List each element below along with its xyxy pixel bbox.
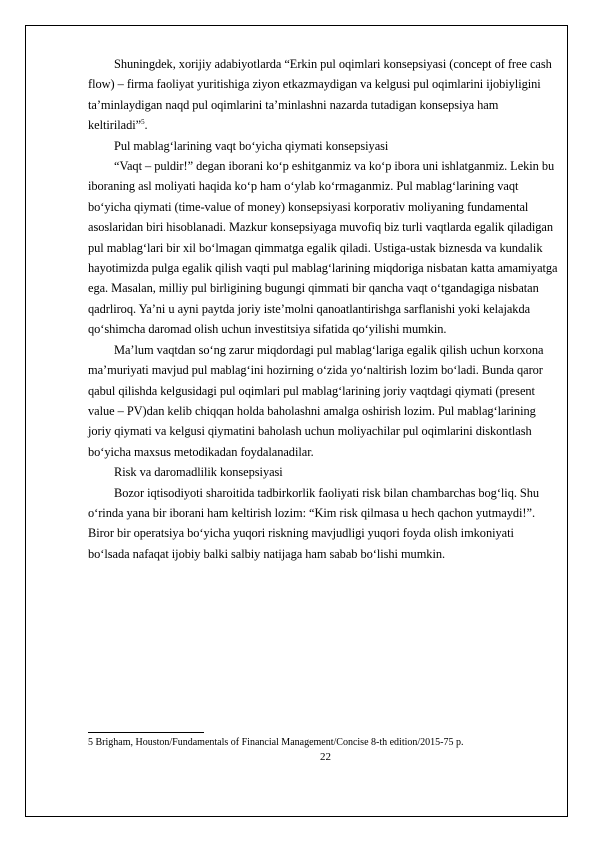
section-heading-risk-return: Risk va daromadlilik konsepsiyasi [114,465,283,480]
footnote-reference[interactable]: 5 [141,118,145,127]
paragraph-free-cash-flow [88,54,558,136]
paragraph-present-value: Ma’lum vaqtdan so‘ng zarur miqdordagi pul mablag‘lariga egalik qilish uchun korxona ma’muriyati mavjud pul mablag‘ini hozirning o‘zida yo‘naltirish lozim bo‘ladi. Bunda qaror qabul qilishda kelgusidagi pul oqimlari pul mablag‘larining joriy vaqtdagi qiymati (present value – PV)dan kelib chiqqan holda baholashni amalga oshirish lozim. Pul mablag‘larining joriy qiymati va kelgusi qiymatini baholash uchun moliyachilar pul oqimlarini diskontlash bo‘yicha maxsus metodikadan foydalanadilar. [88,342,544,459]
document-body [88,54,558,564]
paragraph-time-is-money: “Vaqt – puldir!” degan iborani ko‘p eshitganmiz va ko‘p ibora uni ishlatganmiz. Lekin bu iboraning asl moliyati haqida ko‘p ham o‘ylab ko‘rmaganmiz. Pul mablag‘larining vaqt bo‘yicha qiymati (time-value of money) konsepsiyasi korporativ moliyaning fundamental asoslaridan biri hisoblanadi. Mazkur konsepsiyaga muvofiq biz turli vaqtlarda egalik qiladigan pul mablag‘lari bir xil bo‘lmagan qimmatga egalik qiladi. Ustiga-ustak biznesda va kundalik hayotimizda pulga egalik qilish vaqti pul mablag‘larining miqdoriga nisbatan katta amamiyatga ega. Masalan, milliy pul birligining bugungi qimmati bir qancha vaqt o‘tgandagiga nisbatan qadrliroq. Ya’ni u ayni paytda joriy iste’molni qanoatlantirishga sarflanishi yoki kelajakda qo‘shimcha daromad olish uchun investitsiya sifatida qo‘yilishi mumkin. [88,159,558,337]
section-heading-time-value: Pul mablag‘larining vaqt bo‘yicha qiymati konsepsiyasi [114,138,389,153]
footnote: 5 Brigham, Houston/Fundamentals of Financial Management/Concise 8-th edition/2015-75 p. [88,737,464,748]
paragraph-tail: . [144,118,148,133]
paragraph-text: Shuningdek, xorijiy adabiyotlarda “Erkin pul oqimlari konsepsiyasi (concept of free cash flow) – firma faoliyat yuritishiga ziyon etkazmaydigan va kelgusi pul oqimlarini ijobiyligini ta’minlaydigan naqd pul oqimlarini ta’minlashni nazarda tutadigan konsepsiya ham keltiriladi” [88,57,552,133]
page-number: 22 [320,751,331,763]
footnote-separator [88,732,204,733]
paragraph-risk: Bozor iqtisodiyoti sharoitida tadbirkorlik faoliyati risk bilan chambarchas bog‘liq. Shu o‘rinda yana bir iborani ham keltirish lozim: “Kim risk qilmasa u hech qachon yutmaydi!”. Biror bir operatsiya bo‘yicha yuqori riskning mavjudligi yuqori foyda olish imkoniyati bo‘lsada nafaqat ijobiy balki salbiy natijaga ham sabab bo‘lishi mumkin. [88,485,540,561]
